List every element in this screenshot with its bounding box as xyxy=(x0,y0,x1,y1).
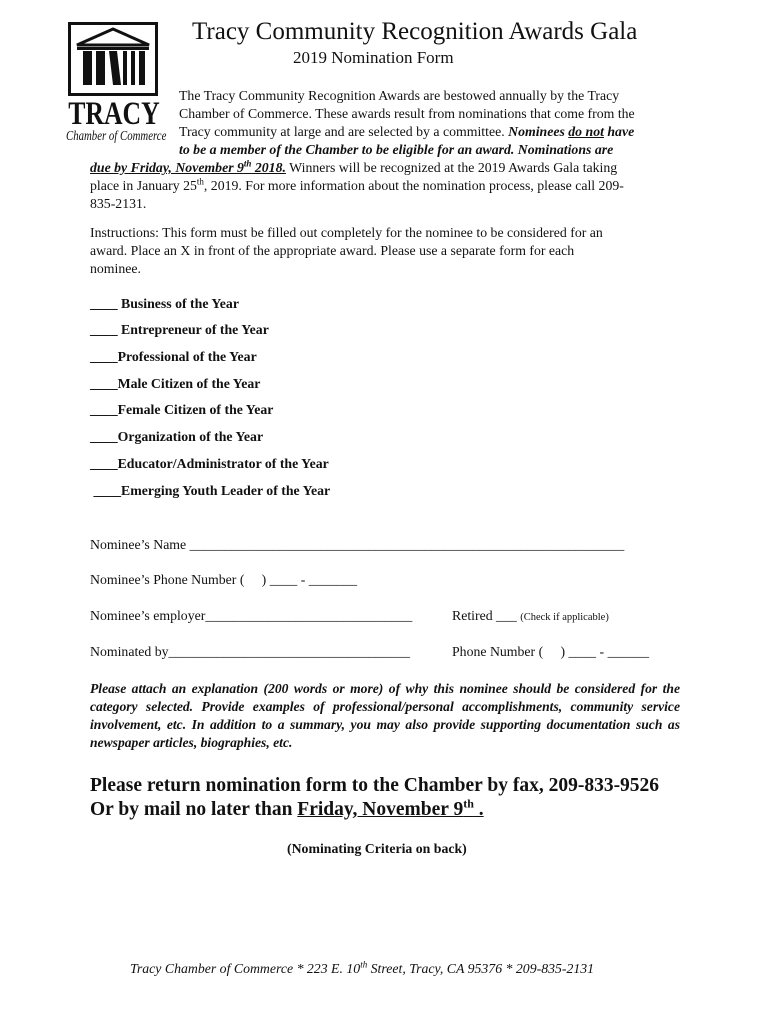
nominee-phone-field[interactable]: Nominee’s Phone Number ( ) ____ - _______ xyxy=(90,572,358,587)
award-professional[interactable]: ____Professional of the Year xyxy=(90,349,257,364)
instructions-line-3: nominee. xyxy=(90,261,141,276)
deadline-date: due by Friday, November 9 xyxy=(90,160,244,175)
return-deadline-sup: th xyxy=(463,796,474,811)
nominee-employer-field[interactable]: Nominee’s employer______________________________ xyxy=(90,608,413,623)
footer-address xyxy=(130,961,594,977)
deadline-year: 2018. xyxy=(251,160,286,175)
logo-wordmark: TRACY xyxy=(68,96,160,132)
intro-text: , 2019. For more information about the nomination process, please call 209- xyxy=(203,178,624,193)
intro-emphasis: have xyxy=(603,124,635,139)
intro-text: place in January 25 xyxy=(90,178,197,193)
intro-line-3 xyxy=(179,123,634,141)
deadline-text xyxy=(90,160,286,175)
intro-text: Winners will be recognized at the 2019 Awards Gala taking xyxy=(285,160,618,175)
return-deadline-end: . xyxy=(473,799,484,820)
nominated-by-field[interactable]: Nominated by___________________________________ xyxy=(90,644,410,659)
chamber-logo xyxy=(66,22,167,144)
intro-line-4: to be a member of the Chamber to be eligible for an award. Nominations are xyxy=(179,142,614,157)
return-deadline-date: Friday, November 9 xyxy=(297,799,464,820)
page-title: Tracy Community Recognition Awards Gala xyxy=(192,18,638,45)
intro-emphasis: Nominees xyxy=(508,124,569,139)
intro-sup: th xyxy=(196,176,204,187)
award-female-citizen[interactable]: ____Female Citizen of the Year xyxy=(90,402,274,417)
intro-line-6 xyxy=(90,177,624,195)
logo-subtitle: Chamber of Commerce xyxy=(66,128,167,143)
attachment-instructions: Please attach an explanation (200 words or more) of why this nominee should be considered for the category selected. Provide examples of professional/personal accomplishments, community service involvement, etc. In addition to a summary, you may also provide supporting documentation such as newspaper articles, biographies, etc. xyxy=(90,681,680,750)
instructions-line-2: award. Place an X in front of the appropriate award. Please use a separate form for each xyxy=(90,243,575,258)
logo-building-icon xyxy=(68,22,158,96)
footer-sup: th xyxy=(360,959,368,970)
criteria-note: (Nominating Criteria on back) xyxy=(287,841,467,856)
intro-line-1: The Tracy Community Recognition Awards are bestowed annually by the Tracy xyxy=(179,88,620,103)
intro-text: Tracy community at large and are selected by a committee. xyxy=(179,124,509,139)
return-text: Or by mail no later than xyxy=(90,799,298,820)
award-business[interactable]: ____ Business of the Year xyxy=(90,296,239,311)
retired-field[interactable] xyxy=(452,608,609,624)
footer-text: Tracy Chamber of Commerce * 223 E. 10 xyxy=(130,961,361,976)
award-emerging-youth[interactable]: ____Emerging Youth Leader of the Year xyxy=(90,483,331,498)
nominator-phone-field[interactable]: Phone Number ( ) ____ - ______ xyxy=(452,644,649,659)
intro-emphasis-underline: do not xyxy=(568,124,604,139)
intro-line-2: Chamber of Commerce. These awards result from nominations that come from the xyxy=(179,106,635,121)
return-line-1: Please return nomination form to the Chamber by fax, 209-833-9526 xyxy=(90,775,660,796)
intro-line-7: 835-2131. xyxy=(90,196,147,211)
nominee-name-field[interactable]: Nominee’s Name _______________________________________________________________ xyxy=(90,537,625,552)
award-organization[interactable]: ____Organization of the Year xyxy=(90,429,264,444)
retired-label: Retired ___ xyxy=(452,608,521,623)
award-male-citizen[interactable]: ____Male Citizen of the Year xyxy=(90,376,261,391)
page-subtitle: 2019 Nomination Form xyxy=(293,48,454,67)
deadline-sup: th xyxy=(243,158,252,169)
retired-note: (Check if applicable) xyxy=(520,612,609,623)
footer-text: Street, Tracy, CA 95376 * 209-835-2131 xyxy=(367,961,595,976)
award-educator[interactable]: ____Educator/Administrator of the Year xyxy=(90,456,329,471)
instructions-line-1: Instructions: This form must be filled out completely for the nominee to be considered for an xyxy=(90,225,603,240)
intro-line-5 xyxy=(90,159,617,177)
award-entrepreneur[interactable]: ____ Entrepreneur of the Year xyxy=(90,322,269,337)
return-deadline xyxy=(297,796,484,820)
return-line-2 xyxy=(90,796,484,821)
